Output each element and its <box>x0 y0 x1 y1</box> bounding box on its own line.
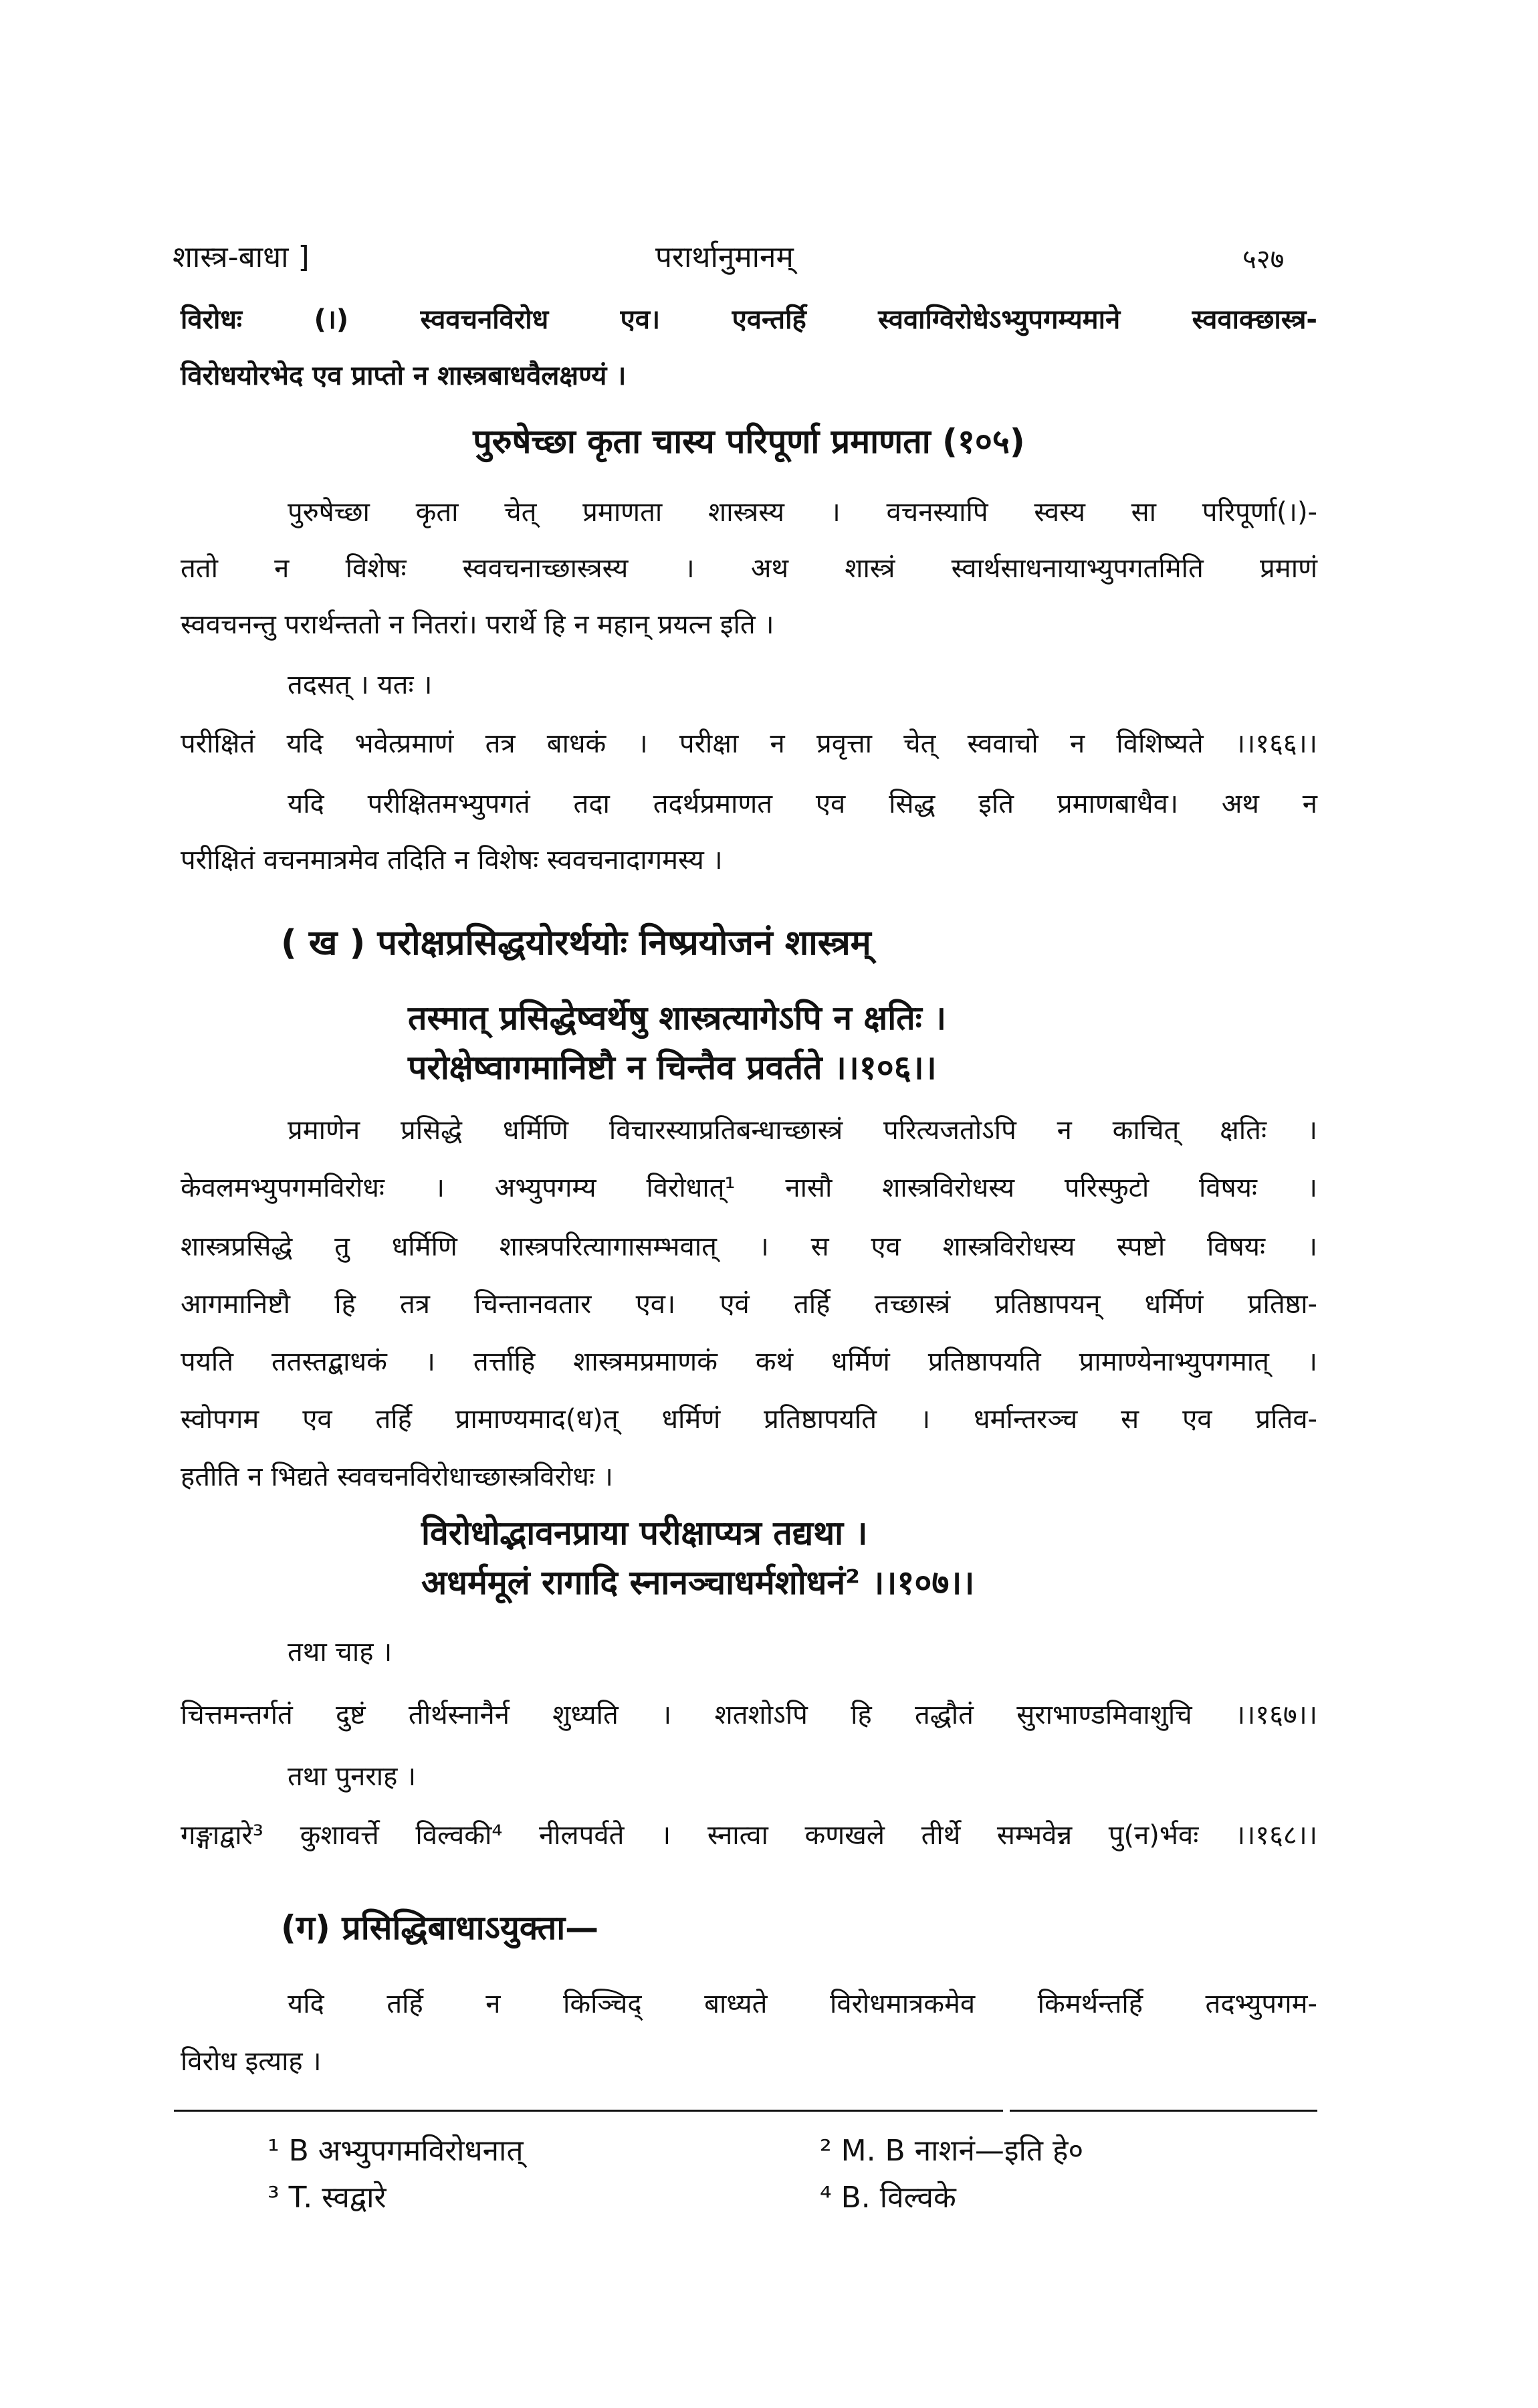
quoted-verse: गङ्गाद्वारे³ कुशावर्त्ते विल्वकी⁴ नीलपर्वते । स्नात्वा कणखले तीर्थे सम्भवेन्न पु(न)र्भवः ।।१६८।। <box>181 1820 1317 1851</box>
footnote-rule <box>1010 2110 1317 2112</box>
paragraph-line: शास्त्रप्रसिद्धे तु धर्मिणि शास्त्रपरित्यागासम्भवात् । स एव शास्त्रविरोधस्य स्पष्टो विषयः । <box>181 1231 1317 1262</box>
karika-verse-line: अधर्ममूलं रागादि स्नानञ्चाधर्मशोधनं² ।।१०७।। <box>421 1563 975 1602</box>
paragraph-line: परीक्षितं वचनमात्रमेव तदिति न विशेषः स्ववचनादागमस्य । <box>181 845 723 876</box>
paragraph-line: केवलमभ्युपगमविरोधः । अभ्युपगम्य विरोधात्¹ नासौ शास्त्रविरोधस्य परिस्फुटो विषयः । <box>181 1173 1317 1203</box>
quoted-verse: परीक्षितं यदि भवेत्प्रमाणं तत्र बाधकं । परीक्षा न प्रवृत्ता चेत् स्ववाचो न विशिष्यते ।।१६६।। <box>181 728 1317 759</box>
paragraph-line: हतीति न भिद्यते स्ववचनविरोधाच्छास्त्रविरोधः । <box>181 1462 613 1492</box>
paragraph-line: पुरुषेच्छा कृता चेत् प्रमाणता शास्त्रस्य । वचनस्यापि स्वस्य सा परिपूर्णा(।)- <box>288 497 1317 528</box>
running-header-section: शास्त्र-बाधा ] <box>173 240 310 274</box>
footnote: ¹ B अभ्युपगमविरोधनात् <box>267 2134 524 2168</box>
paragraph-line: विरोधः (।) स्ववचनविरोध एव। एवन्तर्हि स्ववाग्विरोधेऽभ्युपगम्यमाने स्ववाक्छास्त्र- <box>181 304 1317 335</box>
paragraph-line: प्रमाणेन प्रसिद्धे धर्मिणि विचारस्याप्रतिबन्धाच्छास्त्रं परित्यजतोऽपि न काचित् क्षतिः । <box>288 1115 1317 1146</box>
footnote: ⁴ B. विल्वके <box>820 2181 956 2215</box>
paragraph-line: स्वोपगम एव तर्हि प्रामाण्यमाद(ध)त् धर्मिणं प्रतिष्ठापयति । धर्मान्तरञ्च स एव प्रतिव- <box>181 1404 1317 1435</box>
paragraph-line: यदि परीक्षितमभ्युपगतं तदा तदर्थप्रमाणत एव सिद्ध इति प्रमाणबाधैव। अथ न <box>288 789 1317 819</box>
section-heading: पुरुषेच्छा कृता चास्य परिपूर्णा प्रमाणता (१०५) <box>473 422 1025 461</box>
section-heading: (ग) प्रसिद्धिबाधाऽयुक्ता— <box>281 1908 599 1947</box>
page-number: ५२७ <box>1242 244 1285 275</box>
paragraph-line: विरोधयोरभेद एव प्राप्तो न शास्त्रबाधवैलक्षण्यं । <box>181 361 627 391</box>
paragraph-line: ततो न विशेषः स्ववचनाच्छास्त्रस्य । अथ शास्त्रं स्वार्थसाधनायाभ्युपगतमिति प्रमाणं <box>181 553 1317 584</box>
footnote: ³ T. स्वद्वारे <box>267 2181 387 2215</box>
paragraph-line: पयति ततस्तद्बाधकं । तर्त्ताहि शास्त्रमप्रमाणकं कथं धर्मिणं प्रतिष्ठापयति प्रामाण्येनाभ्युपगमात् । <box>181 1346 1317 1377</box>
quoted-verse: चित्तमन्तर्गतं दुष्टं तीर्थस्नानैर्न शुध्यति । शतशोऽपि हि तद्धौतं सुराभाण्डमिवाशुचि ।।१६७।। <box>181 1700 1317 1730</box>
paragraph-line: विरोध इत्याह । <box>181 2046 322 2077</box>
paragraph-line: तथा चाह । <box>288 1637 393 1668</box>
paragraph-line: आगमानिष्टौ हि तत्र चिन्तानवतार एव। एवं तर्हि तच्छास्त्रं प्रतिष्ठापयन् धर्मिणं प्रतिष्ठा- <box>181 1289 1317 1320</box>
section-heading: ( ख ) परोक्षप्रसिद्धयोरर्थयोः निष्प्रयोजनं शास्त्रम् <box>281 923 871 963</box>
footnote-rule <box>174 2110 1003 2112</box>
footnote: ² M. B नाशनं—इति हे० <box>820 2134 1084 2168</box>
karika-verse-line: परोक्षेष्वागमानिष्टौ न चिन्तैव प्रवर्तते ।।१०६।। <box>408 1048 937 1087</box>
paragraph-line: यदि तर्हि न किञ्चिद् बाध्यते विरोधमात्रकमेव किमर्थन्तर्हि तदभ्युपगम- <box>288 1989 1317 2019</box>
paragraph-line: स्ववचनन्तु परार्थन्ततो न नितरां। परार्थे हि न महान् प्रयत्न इति । <box>181 609 774 640</box>
karika-verse-line: तस्मात् प्रसिद्धेष्वर्थेषु शास्त्रत्यागेऽपि न क्षतिः । <box>408 999 947 1037</box>
paragraph-line: तदसत् । यतः । <box>288 670 433 700</box>
karika-verse-line: विरोधोद्भावनप्राया परीक्षाप्यत्र तद्यथा । <box>421 1514 868 1552</box>
running-header-title: परार्थानुमानम् <box>655 240 794 274</box>
paragraph-line: तथा पुनराह । <box>288 1761 417 1792</box>
